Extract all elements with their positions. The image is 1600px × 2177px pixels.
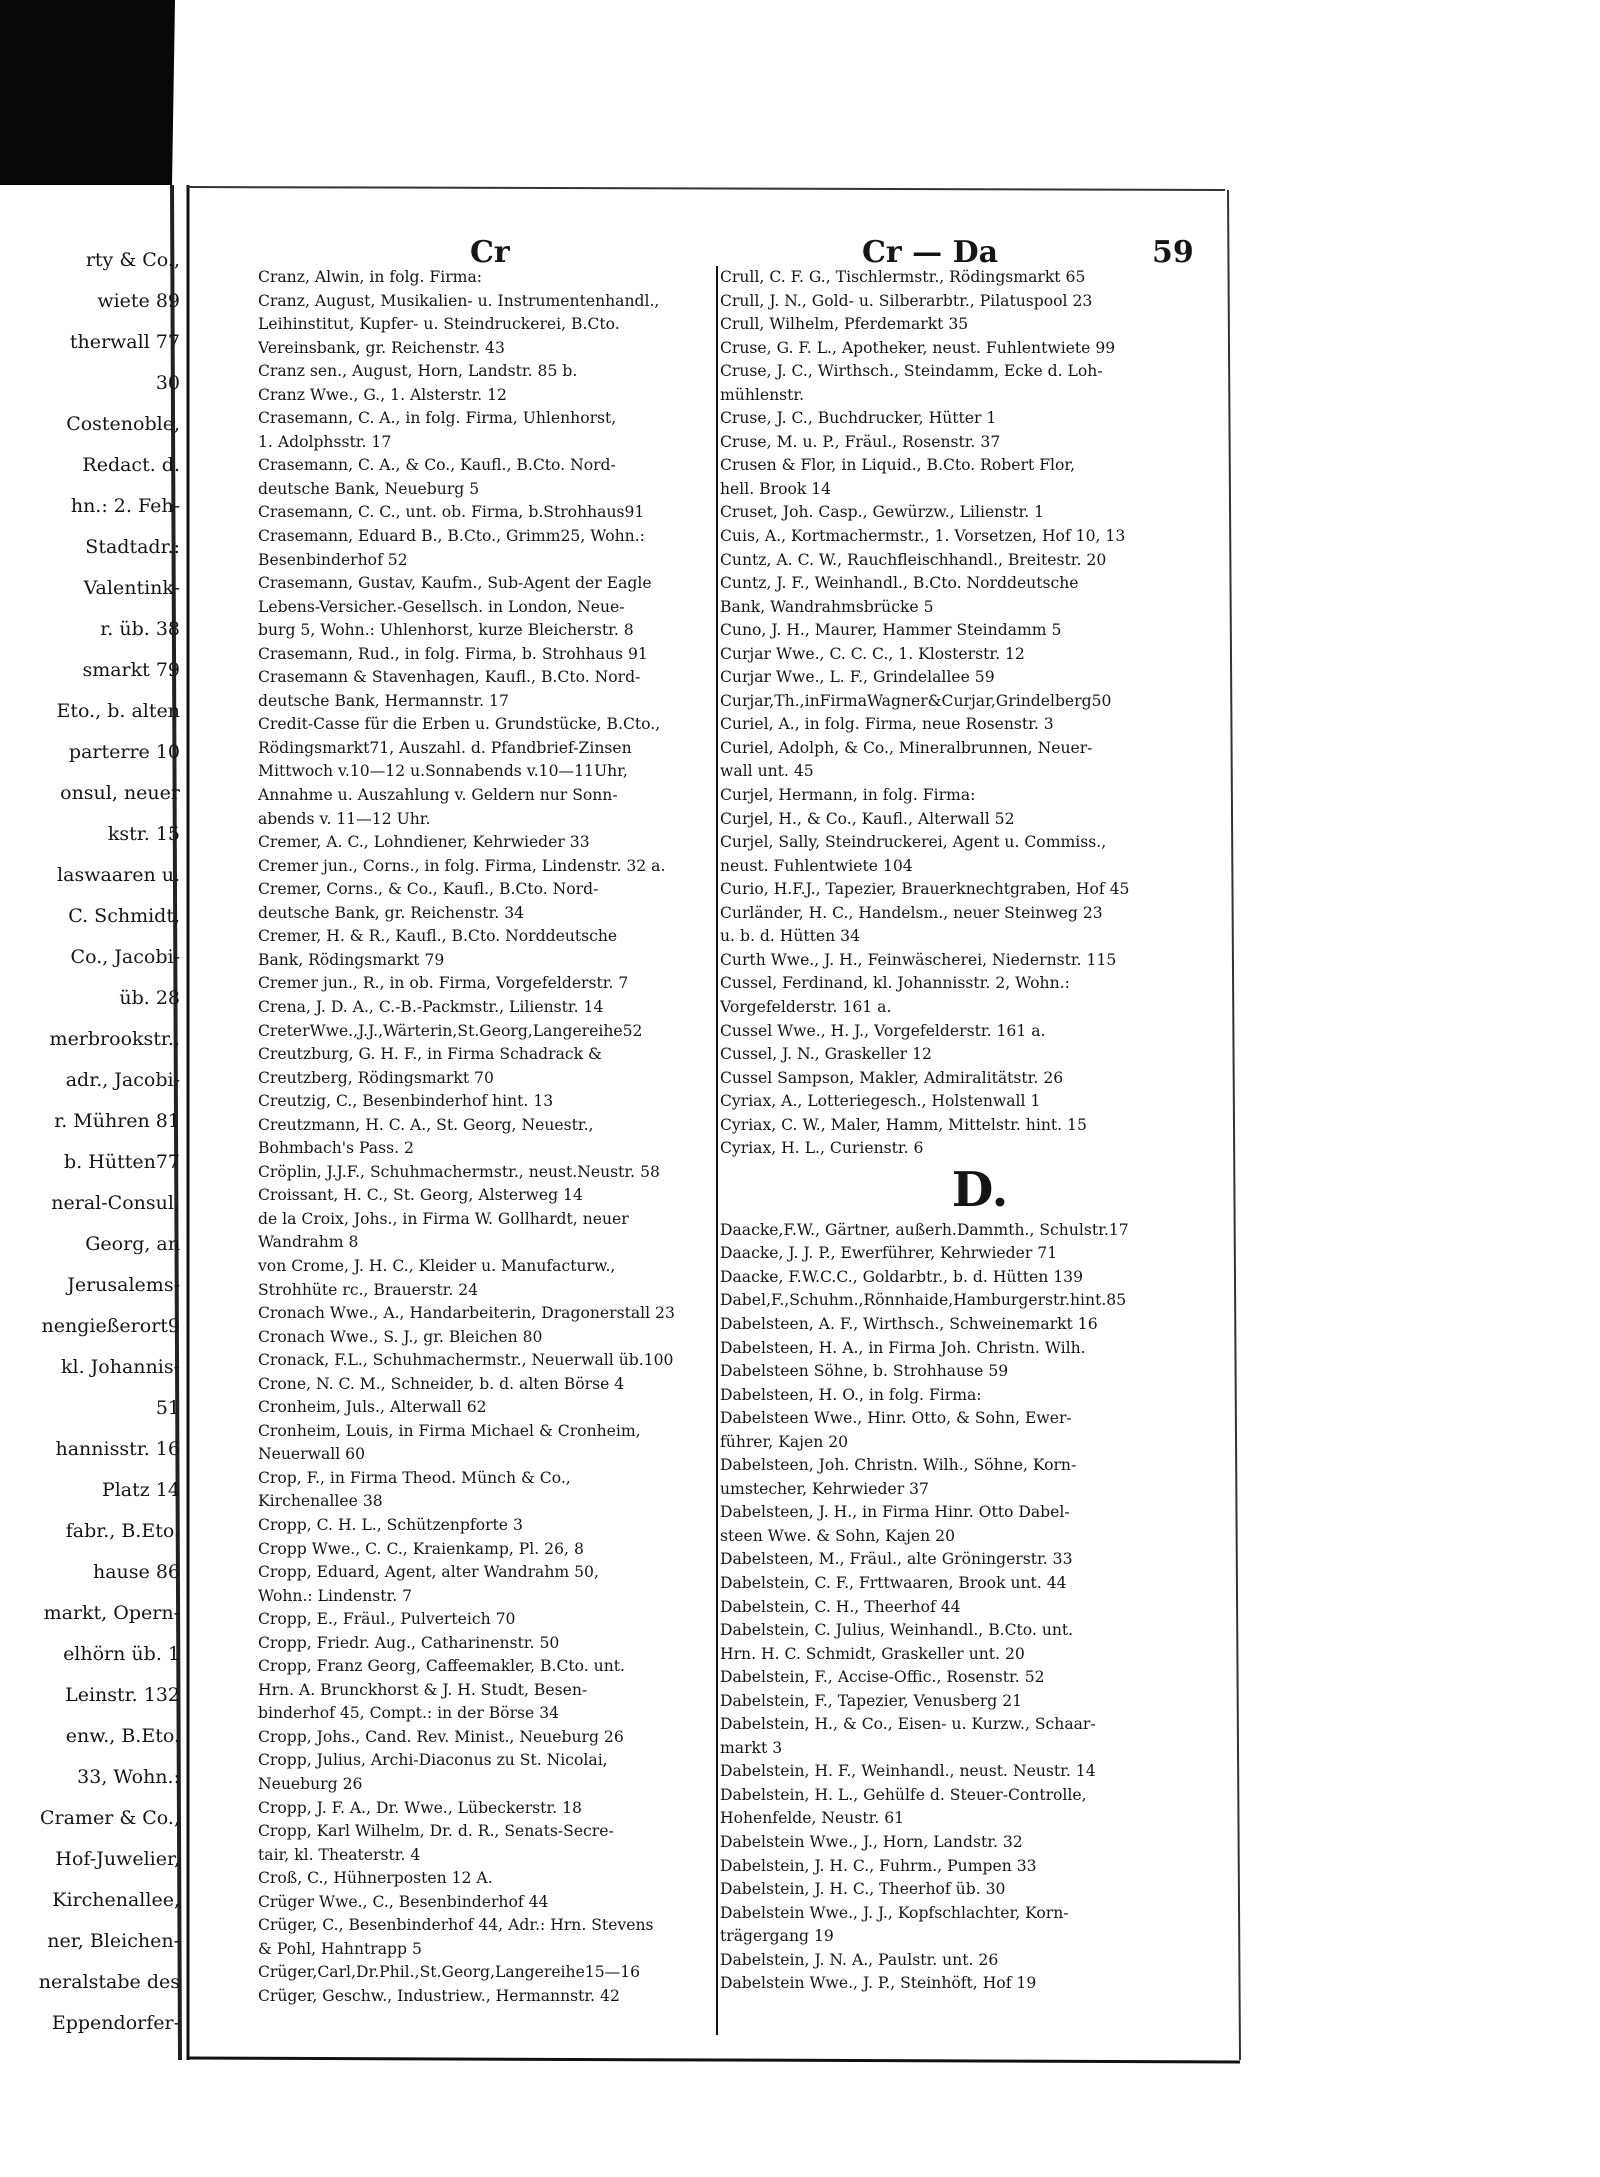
directory-entry: Wandrahm 8 (258, 1233, 359, 1252)
directory-entry: Dabelstein Wwe., J., Horn, Landstr. 32 (720, 1833, 1023, 1851)
edge-line: enw., B.Eto. (65, 1725, 180, 1747)
edge-line: elhörn üb. 1 (63, 1643, 180, 1665)
edge-line: Eppendorfer- (51, 2012, 180, 2034)
directory-entry: Dabelstein Wwe., J. J., Kopfschlachter, Korn- (720, 1903, 1069, 1922)
directory-entry: umstecher, Kehrwieder 37 (720, 1479, 929, 1498)
directory-entry: Dabelsteen Wwe., Hinr. Otto, & Sohn, Ewer- (720, 1409, 1072, 1428)
edge-line: fabr., B.Eto. (65, 1520, 180, 1542)
edge-line: 30 (155, 372, 180, 394)
directory-entry: Wohn.: Lindenstr. 7 (258, 1586, 413, 1605)
directory-entry: Cropp, E., Fräul., Pulverteich 70 (258, 1610, 516, 1629)
directory-entry: deutsche Bank, Hermannstr. 17 (258, 691, 509, 710)
directory-entry: abends v. 11—12 Uhr. (258, 809, 431, 828)
directory-entry: Cussel, Ferdinand, kl. Johannisstr. 2, Wohn.: (720, 974, 1070, 993)
directory-entry: Leihinstitut, Kupfer- u. Steindruckerei, B.Cto. (258, 315, 620, 334)
directory-entry: Crasemann, C. A., in folg. Firma, Uhlenhorst, (258, 409, 617, 428)
directory-entry: Strohhüte rc., Brauerstr. 24 (258, 1280, 479, 1299)
directory-entry: Crasemann, Gustav, Kaufm., Sub-Agent der Eagle (258, 574, 652, 593)
edge-line: r. üb. 38 (100, 618, 180, 640)
edge-line: adr., Jacobi- (65, 1069, 180, 1091)
directory-entry: Cyriax, H. L., Curienstr. 6 (720, 1139, 924, 1158)
directory-entry: Dabelstein, C. H., Theerhof 44 (720, 1597, 961, 1616)
directory-entry: Crull, J. N., Gold- u. Silberarbtr., Pilatuspool 23 (720, 291, 1093, 310)
directory-entry: Daacke, F.W.C.C., Goldarbtr., b. d. Hütten 139 (720, 1267, 1083, 1286)
directory-entry: Dabelstein, H. L., Gehülfe d. Steuer-Controlle, (720, 1785, 1087, 1804)
directory-entry: Dabelstein, C. F., Frttwaaren, Brook unt. 44 (720, 1573, 1067, 1592)
edge-line: Redact. d. (82, 454, 180, 476)
directory-entry: Annahme u. Auszahlung v. Geldern nur Sonn- (258, 786, 618, 805)
edge-line: onsul, neuer (60, 782, 180, 804)
directory-entry: burg 5, Wohn.: Uhlenhorst, kurze Bleicherstr. 8 (258, 621, 634, 640)
edge-line: rty & Co., (85, 249, 180, 271)
directory-column-right (720, 266, 1240, 1996)
directory-entry: Kirchenallee 38 (258, 1492, 383, 1511)
directory-entry: Dabelstein, H. F., Weinhandl., neust. Neustr. 14 (720, 1762, 1096, 1781)
directory-entry: Crüger,Carl,Dr.Phil.,St.Georg,Langereihe15—16 (258, 1963, 641, 1982)
edge-line: kstr. 15 (107, 823, 180, 845)
directory-entry: Cronach Wwe., A., Handarbeiterin, Dragonerstall 23 (258, 1304, 675, 1323)
directory-entry: tair, kl. Theaterstr. 4 (258, 1845, 421, 1864)
edge-line: C. Schmidt, (68, 905, 180, 927)
directory-entry: Cranz, Alwin, in folg. Firma: (258, 268, 483, 286)
edge-line: laswaaren u. (57, 864, 180, 886)
directory-entry: Cremer jun., R., in ob. Firma, Vorgefelderstr. 7 (258, 974, 629, 993)
directory-entry: Cronheim, Juls., Alterwall 62 (258, 1398, 487, 1417)
directory-entry: deutsche Bank, Neueburg 5 (258, 479, 480, 498)
directory-entry: Cronach Wwe., S. J., gr. Bleichen 80 (258, 1327, 543, 1346)
edge-line: smarkt 79 (82, 659, 180, 681)
directory-entry: Curjel, Hermann, in folg. Firma: (720, 786, 976, 805)
directory-entry: Crasemann, C. C., unt. ob. Firma, b.Strohhaus91 (258, 503, 645, 522)
edge-line: 51 (155, 1397, 180, 1419)
directory-entry: Crull, C. F. G., Tischlermstr., Rödingsmarkt 65 (720, 268, 1086, 286)
running-head-left: Cr (470, 235, 510, 270)
directory-entry: mühlenstr. (720, 385, 805, 404)
directory-entry: markt 3 (720, 1738, 783, 1757)
edge-line: Kirchenallee, (52, 1889, 180, 1911)
directory-entry: steen Wwe. & Sohn, Kajen 20 (720, 1526, 956, 1545)
edge-line: wiete 89 (97, 290, 180, 312)
edge-line: r. Mühren 81 (54, 1110, 180, 1132)
directory-entry: Crasemann, Rud., in folg. Firma, b. Strohhaus 91 (258, 644, 648, 663)
edge-line: merbrookstr., (49, 1028, 180, 1050)
edge-line: Stadtadr.: (85, 536, 180, 558)
directory-entry: 1. Adolphsstr. 17 (258, 432, 392, 451)
directory-entry: Cyriax, C. W., Maler, Hamm, Mittelstr. hint. 15 (720, 1115, 1087, 1134)
directory-entry: Dabel,F.,Schuhm.,Rönnhaide,Hamburgerstr.hint.85 (720, 1291, 1127, 1310)
directory-entry: Croß, C., Hühnerposten 12 A. (258, 1869, 493, 1888)
edge-line: Hof-Juwelier, (55, 1848, 180, 1870)
directory-entry: Dabelsteen, J. H., in Firma Hinr. Otto Dabel- (720, 1503, 1070, 1522)
directory-entry: Crüger, Geschw., Industriew., Hermannstr. 42 (258, 1986, 620, 2005)
directory-entry: Cruse, J. C., Buchdrucker, Hütter 1 (720, 409, 997, 428)
left-page-edge-text (0, 240, 180, 2044)
directory-entry: Cropp, C. H. L., Schützenpforte 3 (258, 1515, 523, 1534)
edge-line: hannisstr. 16 (55, 1438, 180, 1460)
directory-entry: Daacke,F.W., Gärtner, außerh.Dammth., Schulstr.17 (720, 1220, 1129, 1239)
directory-entry: Dabelsteen, A. F., Wirthsch., Schweinemarkt 16 (720, 1314, 1098, 1333)
edge-line: neralstabe des (38, 1971, 180, 1993)
directory-entry: Vorgefelderstr. 161 a. (720, 997, 892, 1016)
edge-line: Georg, an (85, 1233, 180, 1255)
directory-entry: Cropp, J. F. A., Dr. Wwe., Lübeckerstr. 18 (258, 1798, 582, 1817)
directory-entry: Curjar,Th.,inFirmaWagner&Curjar,Grindelberg50 (720, 691, 1112, 710)
directory-entry: Cremer, Corns., & Co., Kaufl., B.Cto. Nord- (258, 880, 599, 899)
directory-entry: Crull, Wilhelm, Pferdemarkt 35 (720, 315, 969, 334)
page-number: 59 (1152, 235, 1194, 270)
directory-entry: Cussel, J. N., Graskeller 12 (720, 1045, 932, 1064)
directory-entry: deutsche Bank, gr. Reichenstr. 34 (258, 903, 525, 922)
directory-entry: & Pohl, Hahntrapp 5 (258, 1939, 422, 1958)
directory-entry: Crasemann, Eduard B., B.Cto., Grimm25, Wohn.: (258, 527, 645, 546)
directory-entry: Curjar Wwe., C. C. C., 1. Klosterstr. 12 (720, 644, 1025, 663)
edge-line: kl. Johannis- (60, 1356, 180, 1378)
directory-entry: Dabelstein, J. H. C., Theerhof üb. 30 (720, 1880, 1006, 1899)
edge-line: Leinstr. 132 (65, 1684, 180, 1706)
directory-entry: Crusen & Flor, in Liquid., B.Cto. Robert Flor, (720, 456, 1076, 475)
directory-entry: Curiel, Adolph, & Co., Mineralbrunnen, Neuer- (720, 738, 1093, 757)
directory-entry: Crena, J. D. A., C.-B.-Packmstr., Lilienstr. 14 (258, 997, 604, 1016)
directory-entry: Curio, H.F.J., Tapezier, Brauerknechtgraben, Hof 45 (720, 880, 1130, 899)
directory-entry: Cronack, F.L., Schuhmachermstr., Neuerwall üb.100 (258, 1351, 674, 1370)
edge-line: Cramer & Co., (39, 1807, 180, 1829)
edge-line: Eto., b. alten (56, 700, 180, 722)
edge-line: üb. 28 (119, 987, 180, 1009)
directory-entry: Cropp Wwe., C. C., Kraienkamp, Pl. 26, 8 (258, 1539, 584, 1558)
running-head-center: Cr — Da (862, 235, 999, 270)
directory-entry: Cropp, Friedr. Aug., Catharinenstr. 50 (258, 1633, 560, 1652)
directory-entry: Neueburg 26 (258, 1775, 363, 1793)
directory-entry: Creutzburg, G. H. F., in Firma Schadrack & (258, 1045, 602, 1064)
directory-entry: Crop, F., in Firma Theod. Münch & Co., (258, 1468, 571, 1487)
directory-entry: Cropp, Julius, Archi-Diaconus zu St. Nicolai, (258, 1751, 608, 1770)
directory-entry: Bank, Wandrahmsbrücke 5 (720, 597, 934, 616)
directory-entry: führer, Kajen 20 (720, 1432, 849, 1451)
directory-entry: Creutzmann, H. C. A., St. Georg, Neuestr., (258, 1115, 594, 1134)
directory-entry: Creutzig, C., Besenbinderhof hint. 13 (258, 1092, 554, 1111)
directory-entry: Crone, N. C. M., Schneider, b. d. alten Börse 4 (258, 1374, 625, 1393)
section-heading-d: D. (951, 1161, 1009, 1218)
directory-entry: Dabelsteen, Joh. Christn. Wilh., Söhne, Korn- (720, 1456, 1077, 1475)
directory-entry: Cyriax, A., Lotteriegesch., Holstenwall 1 (720, 1092, 1041, 1111)
directory-entry: neust. Fuhlentwiete 104 (720, 856, 913, 875)
directory-entry: Bohmbach's Pass. 2 (258, 1139, 414, 1158)
edge-line: therwall 77 (69, 331, 180, 353)
directory-entry: Hrn. A. Brunckhorst & J. H. Studt, Besen- (258, 1680, 588, 1699)
directory-entry: Cremer jun., Corns., in folg. Firma, Lindenstr. 32 a. (258, 856, 666, 875)
directory-entry: Dabelsteen, H. A., in Firma Joh. Christn. Wilh. (720, 1338, 1086, 1357)
edge-line: parterre 10 (68, 741, 180, 763)
directory-entry: Dabelstein, J. N. A., Paulstr. unt. 26 (720, 1950, 999, 1969)
directory-entry: Cruse, G. F. L., Apotheker, neust. Fuhlentwiete 99 (720, 338, 1116, 357)
directory-entry: Crasemann, C. A., & Co., Kaufl., B.Cto. Nord- (258, 456, 616, 475)
directory-entry: Dabelsteen Söhne, b. Strohhause 59 (720, 1362, 1009, 1381)
edge-line: hause 86 (92, 1561, 180, 1583)
directory-entry: Cranz, August, Musikalien- u. Instrumentenhandl., (258, 291, 660, 310)
directory-entry: Dabelstein, F., Accise-Offic., Rosenstr. 52 (720, 1668, 1045, 1687)
directory-entry: Creutzberg, Rödingsmarkt 70 (258, 1068, 494, 1087)
directory-entry: Cranz Wwe., G., 1. Alsterstr. 12 (258, 385, 507, 404)
directory-entry: Cuno, J. H., Maurer, Hammer Steindamm 5 (720, 621, 1062, 640)
edge-line: Costenoble, (66, 413, 180, 435)
directory-entry: binderhof 45, Compt.: in der Börse 34 (258, 1704, 560, 1723)
directory-entry: Cranz sen., August, Horn, Landstr. 85 b. (258, 362, 578, 381)
directory-entry: Curländer, H. C., Handelsm., neuer Steinweg 23 (720, 903, 1103, 922)
directory-column-left (258, 266, 778, 2008)
directory-entry: Curiel, A., in folg. Firma, neue Rosenstr. 3 (720, 715, 1054, 734)
directory-entry: Cronheim, Louis, in Firma Michael & Cronheim, (258, 1421, 641, 1440)
directory-entry: Rödingsmarkt71, Auszahl. d. Pfandbrief-Zinsen (258, 738, 632, 757)
directory-entry: Cruset, Joh. Casp., Gewürzw., Lilienstr. 1 (720, 503, 1045, 522)
directory-entry: Daacke, J. J. P., Ewerführer, Kehrwieder 71 (720, 1244, 1058, 1263)
directory-entry: Cussel Sampson, Makler, Admiralitätstr. 26 (720, 1068, 1064, 1087)
directory-entry: Vereinsbank, gr. Reichenstr. 43 (258, 338, 505, 357)
directory-entry: Besenbinderhof 52 (258, 550, 408, 569)
directory-entry: Curjel, Sally, Steindruckerei, Agent u. Commiss., (720, 833, 1107, 852)
directory-entry: Dabelsteen, M., Fräul., alte Gröningerstr. 33 (720, 1550, 1073, 1569)
directory-entry: CreterWwe.,J.J.,Wärterin,St.Georg,Langereihe52 (258, 1021, 643, 1040)
directory-entry: Cröplin, J.J.F., Schuhmachermstr., neust.Neustr. 58 (258, 1162, 660, 1181)
edge-line: neral-Consul, (51, 1192, 180, 1214)
directory-entry: Dabelstein, F., Tapezier, Venusberg 21 (720, 1691, 1023, 1710)
directory-entry: Crasemann & Stavenhagen, Kaufl., B.Cto. Nord- (258, 668, 641, 687)
edge-line: markt, Opern- (43, 1602, 180, 1624)
directory-entry: Cropp, Johs., Cand. Rev. Minist., Neueburg 26 (258, 1727, 624, 1746)
directory-entry: Crüger, C., Besenbinderhof 44, Adr.: Hrn. Stevens (258, 1916, 654, 1935)
edge-line: b. Hütten77 (64, 1151, 180, 1173)
directory-entry: u. b. d. Hütten 34 (720, 927, 860, 946)
directory-entry: Dabelstein, J. H. C., Fuhrm., Pumpen 33 (720, 1856, 1037, 1875)
directory-entry: Cruse, J. C., Wirthsch., Steindamm, Ecke d. Loh- (720, 362, 1103, 381)
directory-entry: Dabelsteen, H. O., in folg. Firma: (720, 1385, 982, 1404)
directory-entry: Credit-Casse für die Erben u. Grundstücke, B.Cto., (258, 715, 661, 734)
directory-entry: Cremer, H. & R., Kaufl., B.Cto. Norddeutsche (258, 927, 618, 946)
directory-entry: Neuerwall 60 (258, 1445, 366, 1464)
directory-entry: Curjar Wwe., L. F., Grindelallee 59 (720, 668, 995, 687)
directory-entry: Curth Wwe., J. H., Feinwäscherei, Niedernstr. 115 (720, 950, 1117, 969)
directory-entry: Croissant, H. C., St. Georg, Alsterweg 14 (258, 1186, 583, 1205)
directory-entry: Cropp, Franz Georg, Caffeemakler, B.Cto. unt. (258, 1657, 625, 1676)
directory-entry: trägergang 19 (720, 1927, 834, 1946)
directory-entry: Dabelstein, C. Julius, Weinhandl., B.Cto. unt. (720, 1621, 1074, 1640)
edge-line: Co., Jacobi- (70, 946, 180, 968)
directory-entry: Cremer, A. C., Lohndiener, Kehrwieder 33 (258, 833, 590, 852)
directory-entry: Mittwoch v.10—12 u.Sonnabends v.10—11Uhr, (258, 762, 628, 781)
edge-line: Valentink- (83, 577, 180, 599)
directory-entry: Dabelstein, H., & Co., Eisen- u. Kurzw., Schaar- (720, 1715, 1096, 1734)
directory-entry: Crüger Wwe., C., Besenbinderhof 44 (258, 1892, 549, 1911)
directory-entry: Hohenfelde, Neustr. 61 (720, 1809, 905, 1828)
directory-entry: Cuis, A., Kortmachermstr., 1. Vorsetzen, Hof 10, 13 (720, 527, 1126, 546)
edge-line: hn.: 2. Feh- (70, 495, 180, 517)
directory-entry: Dabelstein Wwe., J. P., Steinhöft, Hof 19 (720, 1974, 1037, 1993)
edge-line: 33, Wohn.: (77, 1766, 180, 1788)
left-page-dark-spine (0, 0, 175, 185)
directory-entry: Cuntz, J. F., Weinhandl., B.Cto. Norddeutsche (720, 574, 1079, 593)
directory-entry: von Crome, J. H. C., Kleider u. Manufacturw., (258, 1256, 616, 1275)
edge-line: Platz 14 (101, 1479, 180, 1501)
edge-line: Jerusalems- (67, 1274, 180, 1296)
directory-entry: Lebens-Versicher.-Gesellsch. in London, Neue- (258, 597, 625, 616)
directory-entry: wall unt. 45 (720, 762, 814, 781)
directory-entry: hell. Brook 14 (720, 479, 832, 498)
directory-entry: Cussel Wwe., H. J., Vorgefelderstr. 161 a. (720, 1021, 1046, 1040)
edge-line: nengießerort9 (41, 1315, 180, 1337)
directory-entry: Cropp, Eduard, Agent, alter Wandrahm 50, (258, 1563, 599, 1582)
edge-line: ner, Bleichen- (47, 1930, 180, 1952)
directory-entry: de la Croix, Johs., in Firma W. Gollhardt, neuer (258, 1209, 629, 1228)
directory-entry: Cuntz, A. C. W., Rauchfleischhandl., Breitestr. 20 (720, 550, 1107, 569)
directory-entry: Hrn. H. C. Schmidt, Graskeller unt. 20 (720, 1644, 1025, 1663)
directory-entry: Cruse, M. u. P., Fräul., Rosenstr. 37 (720, 432, 1001, 451)
directory-entry: Bank, Rödingsmarkt 79 (258, 950, 445, 969)
directory-entry: Curjel, H., & Co., Kaufl., Alterwall 52 (720, 809, 1015, 828)
directory-entry: Cropp, Karl Wilhelm, Dr. d. R., Senats-Secre- (258, 1822, 614, 1841)
